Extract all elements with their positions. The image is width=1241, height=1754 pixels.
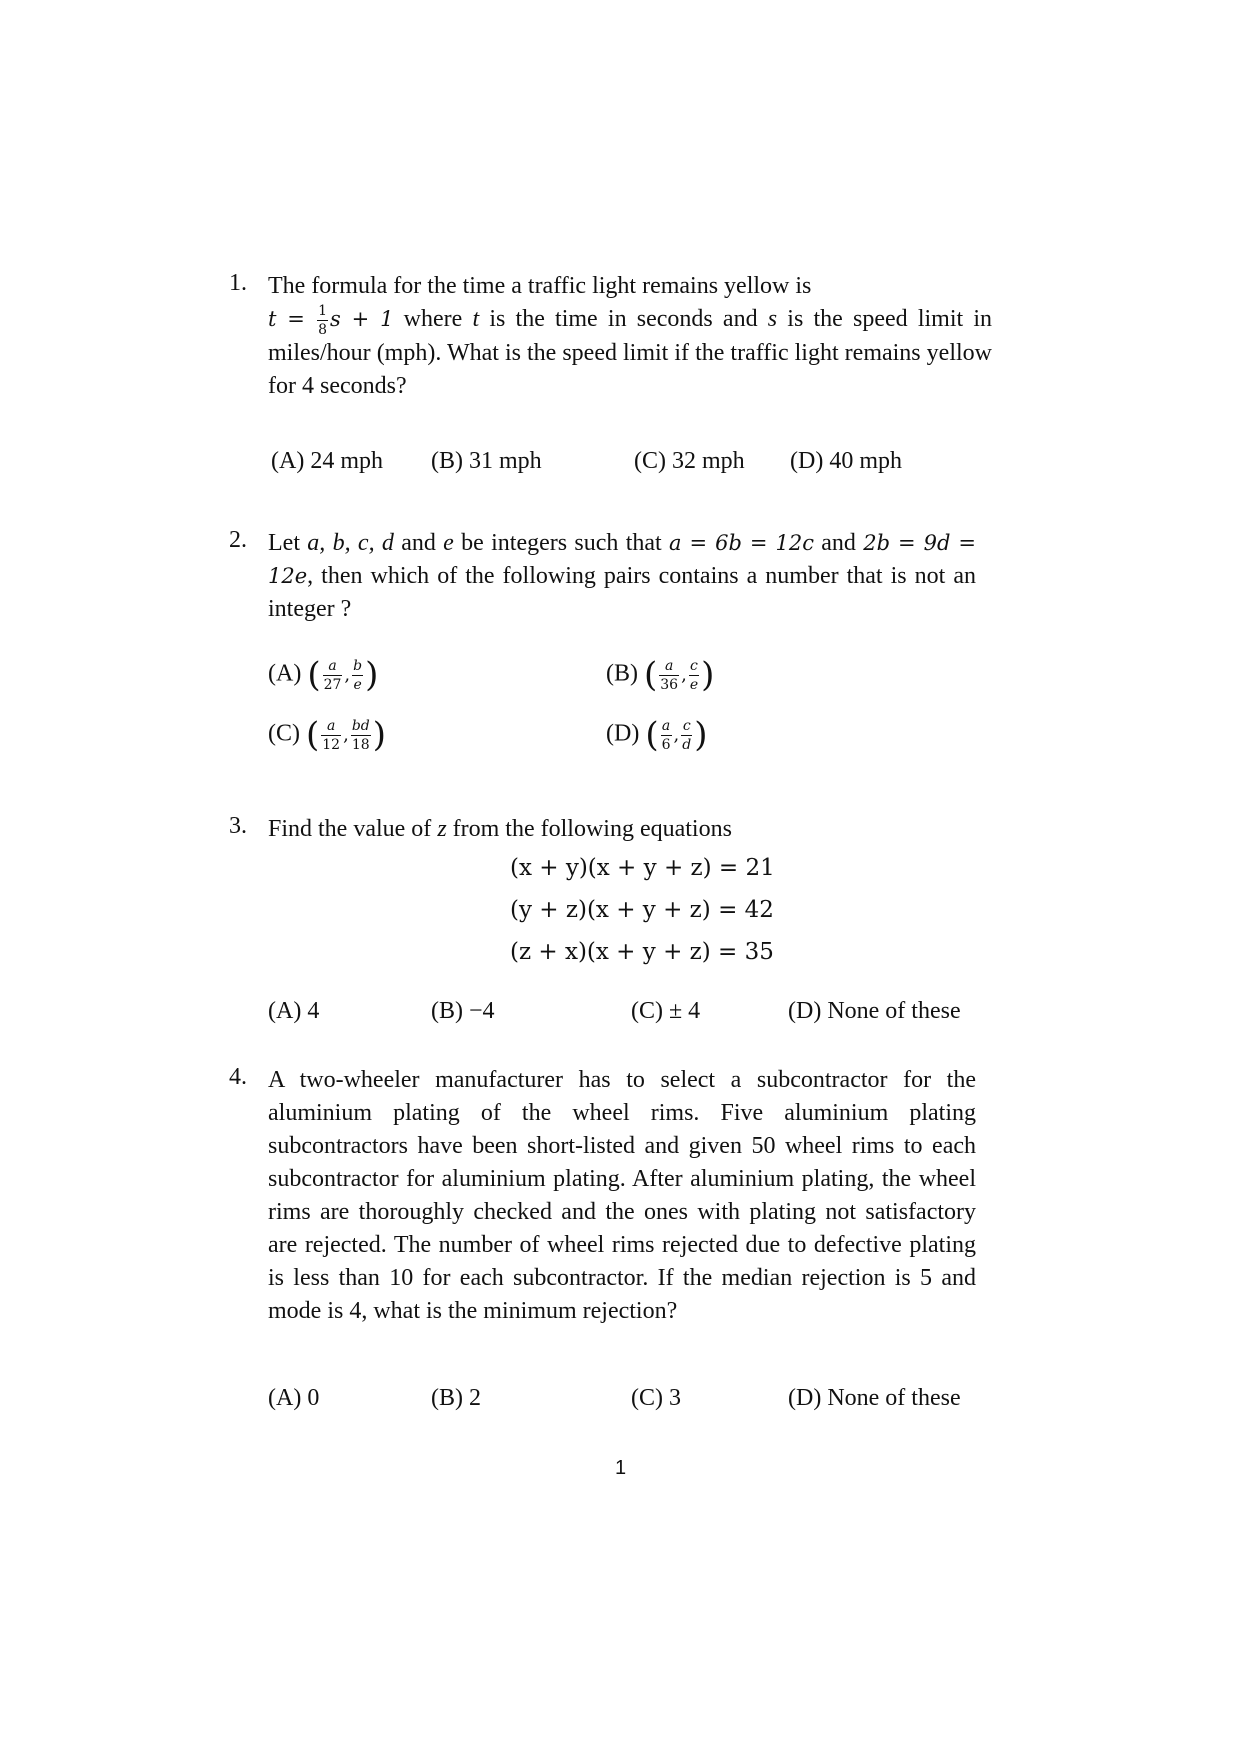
question-2: [229, 527, 976, 626]
fraction: $\frac{b}{e}$: [353, 657, 363, 693]
formula-rhs: s + 1: [330, 307, 394, 331]
question-1: [229, 270, 993, 403]
equation-b: 2b = 9d = 12e: [268, 531, 976, 588]
question-text: Let a, b, c, d and e be integers such that a = 6b = 12c and 2b = 9d = 12e, then which of the following pairs contains a number that is not an integer ?: [268, 530, 976, 622]
question-text: A two-wheeler manufacturer has to select a subcontractor for the aluminium plating of the wheel rims. Five aluminium plating subcontractors have been short-listed and given 50 wheel rims to each subcontractor for aluminium plating. After aluminium plating, the wheel rims are thoroughly checked and the ones with plating not satisfactory are rejected. The number of wheel rims rejected due to defective plating is less than 10 for each subcontractor. If the median rejection is 5 and mode is 4, what is the minimum rejection?: [268, 1067, 976, 1324]
question-number: 4.: [229, 1064, 247, 1090]
fraction: $\frac{a}{12}$: [322, 717, 341, 753]
option-b[interactable]: (B) 2: [431, 1385, 481, 1411]
fraction: $\frac{a}{27}$: [323, 657, 342, 693]
option-b[interactable]: (B) −4: [431, 998, 495, 1024]
option-d[interactable]: (D) None of these: [788, 1385, 961, 1411]
equation-1: (x + y)(x + y + z) = 21: [510, 855, 775, 881]
page-number: 1: [614, 1457, 627, 1479]
question-number: 2.: [229, 527, 247, 553]
option-a[interactable]: (A) 4: [268, 998, 320, 1024]
equation-2: (y + z)(x + y + z) = 42: [510, 897, 774, 923]
option-b[interactable]: (B) 31 mph: [431, 448, 542, 474]
question-3: [229, 813, 992, 846]
fraction: $\frac{c}{e}$: [689, 657, 699, 693]
question-text: The formula for the time a traffic light remains yellow is t = $\frac{1}{8}$ s + 1 where t is the time in seconds and s is the speed limit in miles/hour (mph). What is the speed limit if the traffic light remains yellow for 4 seconds?: [268, 273, 993, 399]
option-c[interactable]: (C) ( $\frac{a}{12}$ , $\frac{bd}{18}$ ): [268, 715, 387, 755]
question-number: 1.: [229, 270, 247, 296]
option-d[interactable]: (D) 40 mph: [790, 448, 902, 474]
formula-lhs: t =: [268, 307, 305, 331]
option-d[interactable]: (D) None of these: [788, 998, 961, 1024]
fraction: $\frac{bd}{18}$: [351, 717, 370, 753]
option-b[interactable]: (B) ( $\frac{a}{36}$ , $\frac{c}{e}$ ): [606, 655, 715, 695]
option-c[interactable]: (C) 32 mph: [634, 448, 745, 474]
option-c[interactable]: (C) ± 4: [631, 998, 701, 1024]
option-d[interactable]: (D) ( $\frac{a}{6}$ , $\frac{c}{d}$ ): [606, 715, 708, 755]
equation-3: (z + x)(x + y + z) = 35: [510, 939, 774, 965]
option-a[interactable]: (A) 0: [268, 1385, 320, 1411]
fraction: $\frac{a}{6}$: [661, 717, 671, 753]
option-a[interactable]: (A) 24 mph: [271, 448, 383, 474]
option-a[interactable]: (A) ( $\frac{a}{27}$ , $\frac{b}{e}$ ): [268, 655, 379, 695]
question-4: [229, 1064, 976, 1328]
option-c[interactable]: (C) 3: [631, 1385, 681, 1411]
fraction: $\frac{a}{36}$: [660, 657, 679, 693]
equation-a: a = 6b = 12c: [669, 531, 814, 555]
question-number: 3.: [229, 813, 247, 839]
fraction: $\frac{c}{d}$: [682, 717, 692, 753]
fraction: $\frac{1}{8}$: [318, 302, 328, 338]
question-text: Find the value of z from the following equations: [268, 816, 732, 842]
